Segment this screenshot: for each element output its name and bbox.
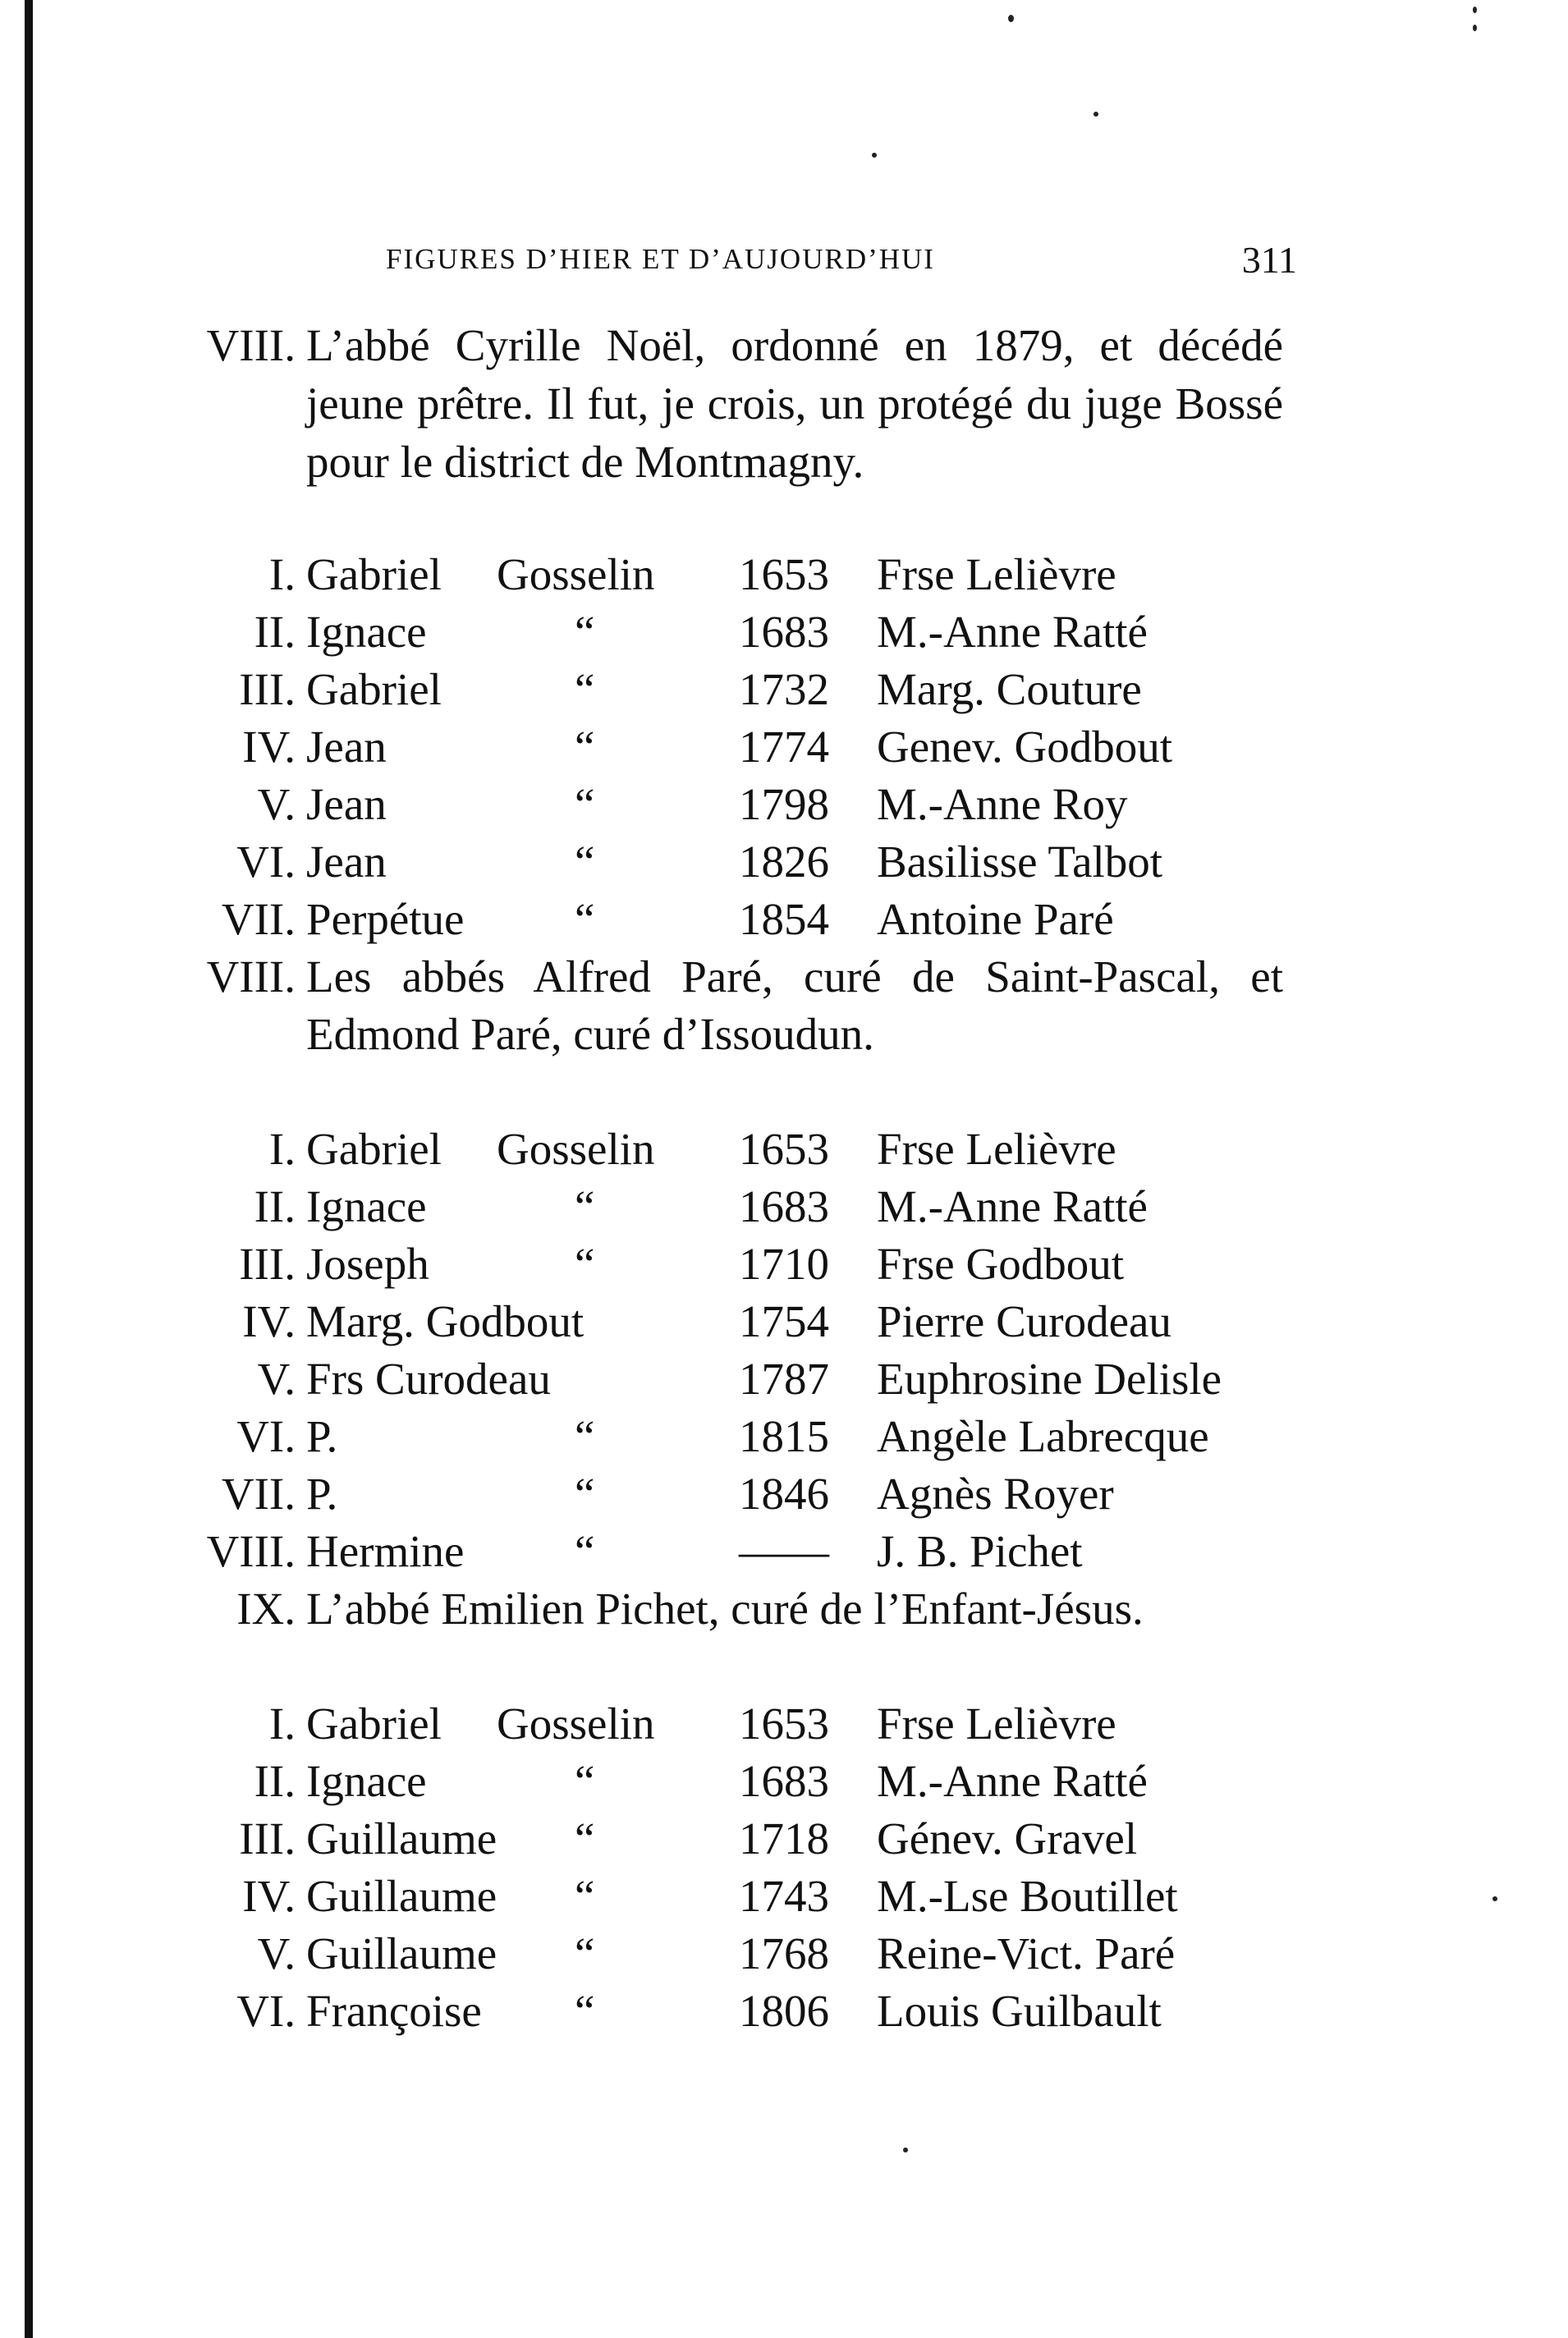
- generation-numeral: II.: [254, 1756, 296, 1806]
- lineage-row: [164, 1695, 1314, 1753]
- generation-numeral: VIII.: [206, 951, 296, 1002]
- generation-numeral: IV.: [242, 1296, 296, 1346]
- lineage-row: [164, 1925, 1314, 1983]
- spouse-name: Angèle Labrecque: [877, 1411, 1209, 1461]
- person-name: Perpétue: [306, 894, 465, 944]
- lineage-row: [164, 1523, 1314, 1580]
- marriage-year: 1754: [739, 1296, 829, 1346]
- lineage-row: [164, 1350, 1314, 1408]
- person-name: Guillaume: [306, 1813, 497, 1864]
- marriage-year: 1683: [739, 1181, 829, 1231]
- ditto-mark: “: [575, 1469, 595, 1519]
- generation-numeral: III.: [239, 664, 296, 714]
- marriage-year: 1826: [739, 837, 829, 887]
- person-name: Guillaume: [306, 1871, 497, 1921]
- marriage-year: 1710: [739, 1239, 829, 1289]
- spouse-name: Frse Lelièvre: [877, 1124, 1116, 1174]
- scan-speck: [903, 2148, 908, 2152]
- ditto-mark: “: [575, 607, 595, 657]
- lineage-note: [164, 948, 1314, 1063]
- marriage-year: 1653: [739, 1124, 829, 1174]
- person-name: Joseph: [306, 1239, 429, 1289]
- spouse-name: Antoine Paré: [877, 894, 1114, 944]
- lineage-row: [164, 833, 1314, 891]
- marriage-year: 1718: [739, 1813, 829, 1864]
- marriage-year: 1854: [739, 894, 829, 944]
- marriage-year: 1732: [739, 664, 829, 714]
- ditto-mark: “: [575, 722, 595, 772]
- generation-numeral: VIII.: [206, 1526, 296, 1576]
- genealogy-table-2: [164, 1121, 1314, 1638]
- person-name: Gabriel: [306, 1124, 442, 1174]
- generation-numeral: VI.: [236, 837, 296, 887]
- genealogy-table-3: [164, 1695, 1314, 2040]
- scan-speck: [1473, 7, 1477, 13]
- entry-numeral: VIII.: [206, 320, 296, 370]
- ditto-mark: “: [575, 1871, 595, 1921]
- marriage-year: 1787: [739, 1354, 829, 1404]
- person-name: Françoise: [306, 1986, 482, 2036]
- lineage-row: [164, 1178, 1314, 1235]
- lineage-row: [164, 1408, 1314, 1465]
- generation-numeral: I.: [268, 549, 296, 599]
- lineage-row: [164, 546, 1314, 603]
- spouse-name: Basilisse Talbot: [877, 837, 1163, 887]
- ditto-mark: “: [575, 837, 595, 887]
- marriage-year: 1846: [739, 1469, 829, 1519]
- lineage-row: [164, 1293, 1314, 1350]
- ditto-mark: “: [575, 1928, 595, 1978]
- marriage-year: ——: [739, 1526, 829, 1576]
- note-text: L’abbé Emilien Pichet, curé de l’Enfant-Jésus.: [306, 1584, 1144, 1634]
- lineage-row: [164, 1868, 1314, 1925]
- lineage-row: [164, 1465, 1314, 1523]
- ditto-mark: “: [575, 664, 595, 714]
- generation-numeral: VII.: [221, 1469, 296, 1519]
- lineage-row: [164, 891, 1314, 948]
- generation-numeral: III.: [239, 1239, 296, 1289]
- spouse-name: Pierre Curodeau: [877, 1296, 1171, 1346]
- ditto-mark: “: [575, 1526, 595, 1576]
- ditto-mark: “: [575, 1813, 595, 1864]
- lineage-row: [164, 1121, 1314, 1178]
- generation-numeral: I.: [268, 1698, 296, 1749]
- generation-numeral: IX.: [236, 1584, 296, 1634]
- spouse-name: M.-Anne Ratté: [877, 1756, 1148, 1806]
- lineage-row: [164, 718, 1314, 776]
- person-name: Jean: [306, 722, 387, 772]
- spouse-name: Reine-Vict. Paré: [877, 1928, 1176, 1978]
- lineage-row: [164, 661, 1314, 718]
- generation-numeral: VII.: [221, 894, 296, 944]
- ditto-mark: “: [575, 1411, 595, 1461]
- marriage-year: 1768: [739, 1928, 829, 1978]
- generation-numeral: VI.: [236, 1411, 296, 1461]
- ditto-mark: “: [575, 1756, 595, 1806]
- ditto-mark: “: [575, 779, 595, 829]
- spouse-name: Euphrosine Delisle: [877, 1354, 1222, 1404]
- spouse-name: Marg. Couture: [877, 664, 1142, 714]
- scan-speck: [1473, 25, 1477, 31]
- generation-numeral: V.: [257, 1354, 296, 1404]
- ditto-mark: “: [575, 1986, 595, 2036]
- generation-numeral: VI.: [236, 1986, 296, 2036]
- spouse-name: Frse Lelièvre: [877, 549, 1116, 599]
- surname: Gosselin: [497, 1698, 655, 1749]
- genealogy-table-1: [164, 546, 1314, 1063]
- running-title: FIGURES D’HIER ET D’AUJOURD’HUI: [386, 243, 935, 275]
- spouse-name: M.-Anne Ratté: [877, 1181, 1148, 1231]
- marriage-year: 1683: [739, 1756, 829, 1806]
- page-header: [386, 238, 1297, 287]
- entry-text: L’abbé Cyrille Noël, ordonné en 1879, et décédé jeune prêtre. Il fut, je crois, un protégé du juge Bossé pour le district de Montmagny.: [306, 320, 1283, 487]
- generation-numeral: IV.: [242, 722, 296, 772]
- ditto-mark: “: [575, 1239, 595, 1289]
- ditto-mark: “: [575, 894, 595, 944]
- surname: Gosselin: [497, 1124, 655, 1174]
- generation-numeral: IV.: [242, 1871, 296, 1921]
- generation-numeral: V.: [257, 1928, 296, 1978]
- marriage-year: 1683: [739, 607, 829, 657]
- person-name: Gabriel: [306, 1698, 442, 1749]
- lineage-row: [164, 1235, 1314, 1293]
- spouse-name: Louis Guilbault: [877, 1986, 1162, 2036]
- page-number: 311: [1241, 239, 1297, 281]
- spouse-name: Agnès Royer: [877, 1469, 1114, 1519]
- spouse-name: Genev. Godbout: [877, 722, 1172, 772]
- scan-speck: [1008, 15, 1014, 22]
- person-name: P.: [306, 1411, 338, 1461]
- scan-speck: [1093, 112, 1098, 117]
- spouse-name: Frse Lelièvre: [877, 1698, 1116, 1749]
- lineage-row: [164, 1983, 1314, 2040]
- lineage-row: [164, 776, 1314, 833]
- lineage-row: [164, 1753, 1314, 1810]
- surname: Gosselin: [497, 549, 655, 599]
- person-name: Gabriel: [306, 549, 442, 599]
- page-binding-edge: [25, 0, 33, 2338]
- person-name: Ignace: [306, 1181, 427, 1231]
- scan-speck: [1492, 1896, 1497, 1901]
- spouse-name: M.-Lse Boutillet: [877, 1871, 1178, 1921]
- person-name: Jean: [306, 779, 387, 829]
- generation-numeral: I.: [268, 1124, 296, 1174]
- note-text: Les abbés Alfred Paré, curé de Saint-Pascal, et Edmond Paré, curé d’Issoudun.: [306, 951, 1283, 1059]
- generation-numeral: III.: [239, 1813, 296, 1864]
- person-name: P.: [306, 1469, 338, 1519]
- person-name: Guillaume: [306, 1928, 497, 1978]
- person-name: Jean: [306, 837, 387, 887]
- marriage-year: 1653: [739, 549, 829, 599]
- person-name: Hermine: [306, 1526, 465, 1576]
- marriage-year: 1815: [739, 1411, 829, 1461]
- lineage-note: [164, 1580, 1314, 1638]
- intro-entry: [164, 316, 1314, 491]
- person-name: Frs Curodeau: [306, 1354, 551, 1404]
- generation-numeral: II.: [254, 607, 296, 657]
- marriage-year: 1806: [739, 1986, 829, 2036]
- marriage-year: 1774: [739, 722, 829, 772]
- person-name: Marg. Godbout: [306, 1296, 585, 1346]
- person-name: Ignace: [306, 607, 427, 657]
- spouse-name: M.-Anne Ratté: [877, 607, 1148, 657]
- spouse-name: Frse Godbout: [877, 1239, 1124, 1289]
- generation-numeral: II.: [254, 1181, 296, 1231]
- ditto-mark: “: [575, 1181, 595, 1231]
- lineage-row: [164, 603, 1314, 661]
- spouse-name: Génev. Gravel: [877, 1813, 1138, 1864]
- marriage-year: 1653: [739, 1698, 829, 1749]
- generation-numeral: V.: [257, 779, 296, 829]
- person-name: Ignace: [306, 1756, 427, 1806]
- marriage-year: 1743: [739, 1871, 829, 1921]
- scan-speck: [872, 153, 877, 158]
- spouse-name: J. B. Pichet: [877, 1526, 1083, 1576]
- spouse-name: M.-Anne Roy: [877, 779, 1128, 829]
- lineage-row: [164, 1810, 1314, 1868]
- marriage-year: 1798: [739, 779, 829, 829]
- person-name: Gabriel: [306, 664, 442, 714]
